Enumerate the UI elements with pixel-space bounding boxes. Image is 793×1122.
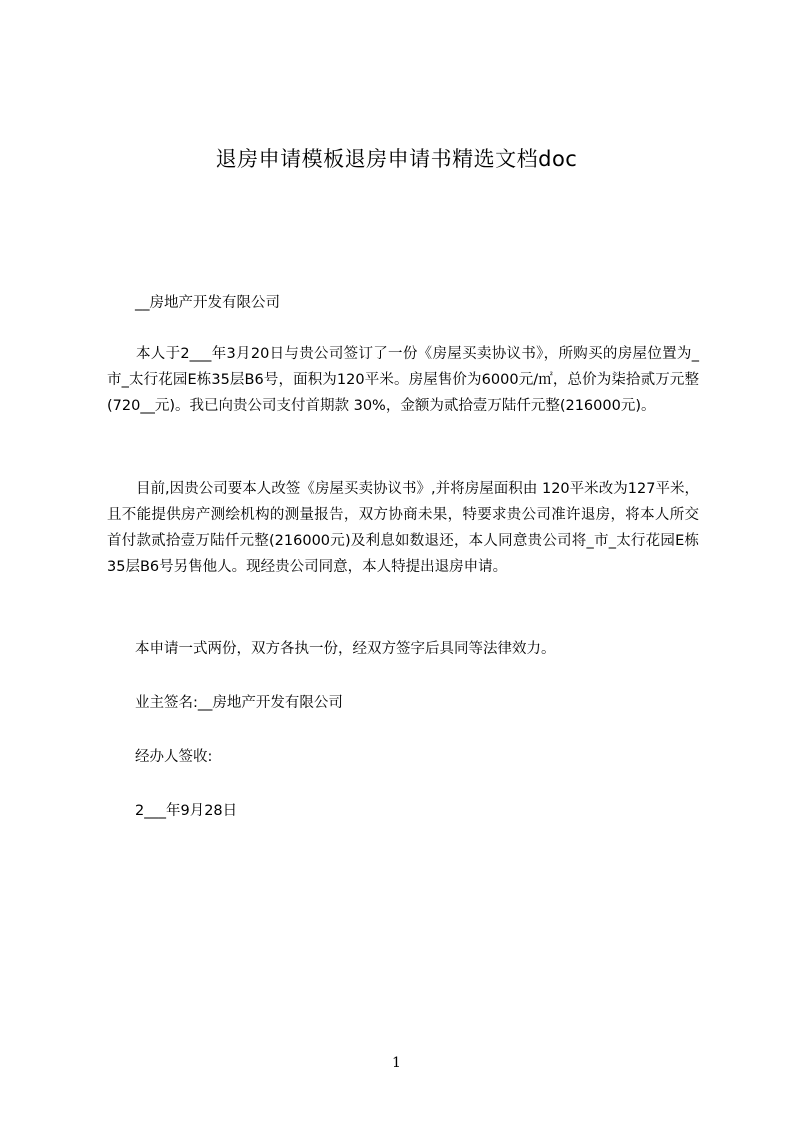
document-title: 退房申请模板退房申请书精选文档doc xyxy=(215,147,578,171)
handler-signature-line: 经办人签收: xyxy=(135,749,213,765)
owner-signature-line: 业主签名:__房地产开发有限公司 xyxy=(135,695,343,711)
paragraph-legal-effect: 本申请一式两份，双方各执一份，经双方签字后具同等法律效力。 xyxy=(135,641,556,657)
paragraph-purchase-details: 本人于2___年3月20日与贵公司签订了一份《房屋买卖协议书》，所购买的房屋位置为_市_太行花园E栋35层B6号，面积为120平米。房屋售价为6000元/㎡，总价为柒拾贰万元整(720__元)。我已向贵公司支付首期款 30%，金额为贰拾壹万陆仟元整(216000元)。 xyxy=(107,346,699,414)
addressee-line: __房地产开发有限公司 xyxy=(135,295,280,311)
date-line: 2___年9月28日 xyxy=(135,803,238,819)
page-number: 1 xyxy=(392,1055,401,1071)
paragraph-refund-request: 目前,因贵公司要本人改签《房屋买卖协议书》,并将房屋面积由 120平米改为127平米，且不能提供房产测绘机构的测量报告，双方协商未果，特要求贵公司准许退房，将本人所交首付款贰拾壹万陆仟元整(216000元)及利息如数退还，本人同意贵公司将_市_太行花园E栋35层B6号另售他人。现经贵公司同意，本人特提出退房申请。 xyxy=(107,481,699,575)
